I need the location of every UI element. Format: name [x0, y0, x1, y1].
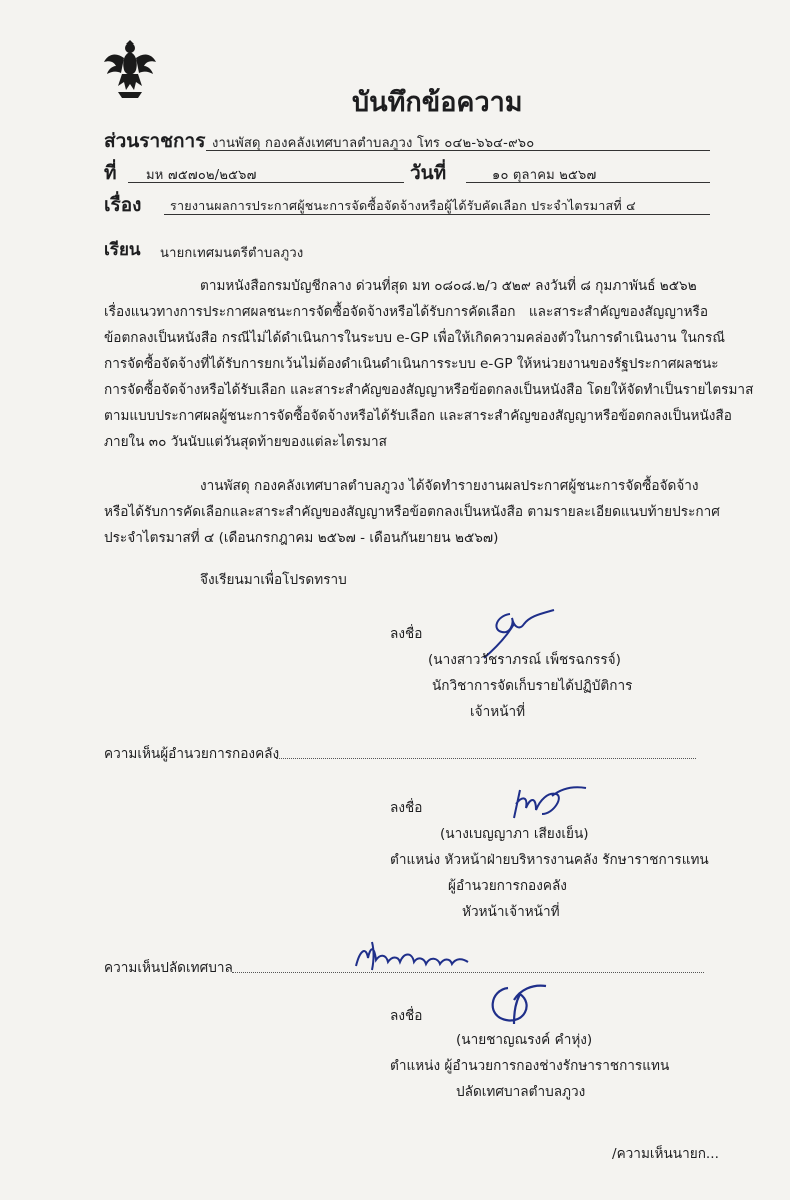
signer-name: (นางเบญญาภา เสียงเย็น) — [440, 826, 589, 842]
date-value: ๑๐ ตุลาคม ๒๕๖๗ — [492, 168, 597, 183]
para1-line: ภายใน ๓๐ วันนับแต่วันสุดท้ายของแต่ละไตรมาส — [104, 434, 387, 450]
signature-mark — [508, 784, 588, 822]
opinion-deputy-dots — [232, 972, 704, 973]
memo-title: บันทึกข้อความ — [352, 87, 523, 118]
closing-line: จึงเรียนมาเพื่อโปรดทราบ — [200, 572, 347, 588]
signer-position: ตำแหน่ง ผู้อำนวยการกองช่างรักษาราชการแทน — [390, 1058, 670, 1074]
to-label: เรียน — [104, 240, 141, 260]
signer-position: ตำแหน่ง หัวหน้าฝ่ายบริหารงานคลัง รักษาราชการแทน — [390, 852, 709, 868]
sign-label: ลงชื่อ — [390, 626, 423, 642]
ref-value: มห ๗๕๗๐๒/๒๕๖๗ — [146, 168, 257, 183]
date-label: วันที่ — [410, 162, 447, 184]
subject-value: รายงานผลการประกาศผู้ชนะการจัดซื้อจัดจ้างหรือผู้ได้รับคัดเลือก ประจำไตรมาสที่ ๔ — [170, 198, 636, 213]
signer-role: เจ้าหน้าที่ — [470, 704, 526, 720]
opinion-finance-dots — [276, 758, 696, 759]
para1-line: เรื่องแนวทางการประกาศผลชนะการจัดซื้อจัดจ้างหรือได้รับการคัดเลือก และสาระสำคัญของสัญญาหรือ — [104, 304, 708, 320]
opinion-finance-label: ความเห็นผู้อำนวยการกองคลัง — [104, 746, 280, 762]
signer-position-line2: ปลัดเทศบาลตำบลภูวง — [456, 1084, 586, 1100]
sign-label: ลงชื่อ — [390, 1008, 423, 1024]
subject-label: เรื่อง — [104, 194, 142, 216]
para1-line: การจัดซื้อจัดจ้างหรือได้รับเลือก และสาระสำคัญของสัญญาหรือข้อตกลงเป็นหนังสือ โดยให้จัดทำเป็นรายไตรมาส — [104, 382, 754, 398]
para2-line: ประจำไตรมาสที่ ๔ (เดือนกรกฎาคม ๒๕๖๗ - เดือนกันยายน ๒๕๖๗) — [104, 530, 499, 546]
department-label: ส่วนราชการ — [104, 130, 206, 152]
subject-underline — [164, 214, 710, 215]
para2-line: หรือได้รับการคัดเลือกและสาระสำคัญของสัญญาหรือข้อตกลงเป็นหนังสือ ตามรายละเอียดแนบท้ายประกาศ — [104, 504, 720, 520]
para2-line: งานพัสดุ กองคลังเทศบาลตำบลภูวง ได้จัดทำรายงานผลประกาศผู้ชนะการจัดซื้อจัดจ้าง — [200, 478, 699, 494]
ref-label: ที่ — [104, 162, 117, 184]
sign-label: ลงชื่อ — [390, 800, 423, 816]
continuation-note: /ความเห็นนายก... — [612, 1146, 719, 1162]
date-underline — [466, 182, 710, 183]
garuda-emblem-icon — [104, 40, 156, 100]
signature-mark — [480, 980, 550, 1030]
ref-underline — [128, 182, 404, 183]
signer-name: (นางสาววัชราภรณ์ เพ็ชรฉกรรจ์) — [428, 652, 621, 668]
signer-position: นักวิชาการจัดเก็บรายได้ปฏิบัติการ — [432, 678, 633, 694]
department-underline — [206, 150, 710, 151]
para1-line: ข้อตกลงเป็นหนังสือ กรณีไม่ได้ดำเนินการในระบบ e-GP เพื่อให้เกิดความคล่องตัวในการดำเนินงาน ในกรณี — [104, 330, 725, 346]
department-value: งานพัสดุ กองคลังเทศบาลตำบลภูวง โทร ๐๔๒-๖๖๔-๙๖๐ — [212, 136, 535, 151]
signer-position-line2: ผู้อำนวยการกองคลัง — [448, 878, 567, 894]
signer-name: (นายชาญณรงค์ คำหุ่ง) — [456, 1032, 593, 1048]
to-value: นายกเทศมนตรีตำบลภูวง — [160, 246, 304, 261]
signer-role: หัวหน้าเจ้าหน้าที่ — [462, 904, 560, 920]
para1-line: การจัดซื้อจัดจ้างที่ได้รับการยกเว้นไม่ต้องดำเนินดำเนินการระบบ e-GP ให้หน่วยงานของรัฐประกาศผลชนะ — [104, 356, 719, 372]
para1-line: ตามหนังสือกรมบัญชีกลาง ด่วนที่สุด มท ๐๘๐๘.๒/ว ๕๒๙ ลงวันที่ ๘ กุมภาพันธ์ ๒๕๖๒ — [200, 278, 697, 294]
handwritten-note — [352, 940, 472, 972]
para1-line: ตามแบบประกาศผลผู้ชนะการจัดซื้อจัดจ้างหรือได้รับเลือก และสาระสำคัญของสัญญาหรือข้อตกลงเป็นหนังสือ — [104, 408, 732, 424]
opinion-deputy-label: ความเห็นปลัดเทศบาล — [104, 960, 233, 976]
